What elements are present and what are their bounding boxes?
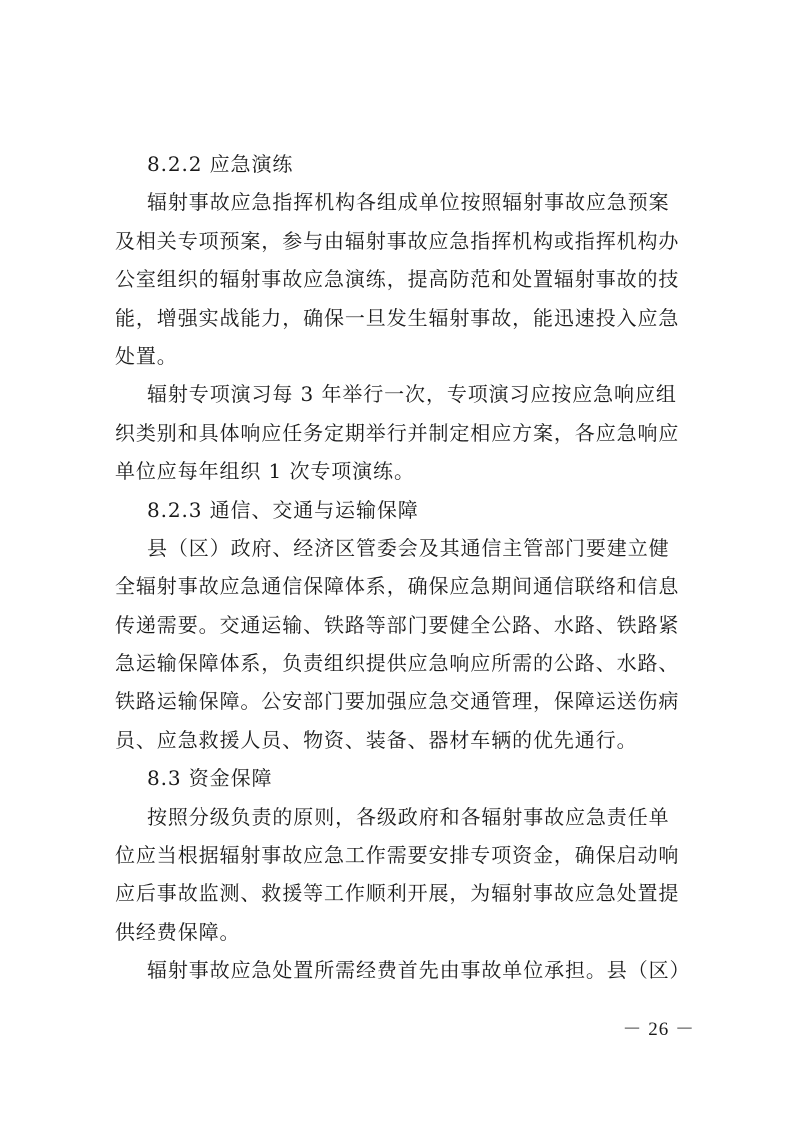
paragraph-line: 织类别和具体响应任务定期举行并制定相应方案，各应急响应 <box>115 420 680 445</box>
paragraph-line: 能，增强实战能力，确保一旦发生辐射事故，能迅速投入应急 <box>115 305 680 330</box>
paragraph-line: 急运输保障体系，负责组织提供应急响应所需的公路、水路、 <box>115 651 680 676</box>
paragraph-line: 全辐射事故应急通信保障体系，确保应急期间通信联络和信息 <box>115 574 680 599</box>
paragraph-line: 县（区）政府、经济区管委会及其通信主管部门要建立健 <box>147 535 670 560</box>
paragraph-line: 位应当根据辐射事故应急工作需要安排专项资金，确保启动响 <box>115 843 680 868</box>
paragraph-line: 铁路运输保障。公安部门要加强应急交通管理，保障运送伤病 <box>115 689 680 714</box>
paragraph-line: 公室组织的辐射事故应急演练，提高防范和处置辐射事故的技 <box>115 267 680 292</box>
section-heading-8-3: 8.3 资金保障 <box>147 766 273 791</box>
section-heading-8-2-3: 8.2.3 通信、交通与运输保障 <box>147 497 419 522</box>
paragraph-line: 员、应急救援人员、物资、装备、器材车辆的优先通行。 <box>115 727 638 752</box>
paragraph-line: 单位应每年组织 1 次专项演练。 <box>115 459 415 484</box>
paragraph-line: 供经费保障。 <box>115 919 241 944</box>
paragraph-line: 辐射事故应急指挥机构各组成单位按照辐射事故应急预案 <box>147 190 670 215</box>
section-heading-8-2-2: 8.2.2 应急演练 <box>147 152 294 176</box>
paragraph-line: 辐射专项演习每 3 年举行一次，专项演习应按应急响应组 <box>147 382 677 407</box>
paragraph-line: 传递需要。交通运输、铁路等部门要健全公路、水路、铁路紧 <box>115 612 680 637</box>
page-number: － 26 － <box>622 1019 695 1040</box>
paragraph-line: 处置。 <box>115 343 178 368</box>
paragraph-line: 及相关专项预案，参与由辐射事故应急指挥机构或指挥机构办 <box>115 228 680 253</box>
paragraph-line: 辐射事故应急处置所需经费首先由事故单位承担。县（区） <box>147 958 691 983</box>
paragraph-line: 按照分级负责的原则，各级政府和各辐射事故应急责任单 <box>147 804 670 829</box>
paragraph-line: 应后事故监测、救援等工作顺利开展，为辐射事故应急处置提 <box>115 881 680 906</box>
document-body <box>115 145 691 990</box>
